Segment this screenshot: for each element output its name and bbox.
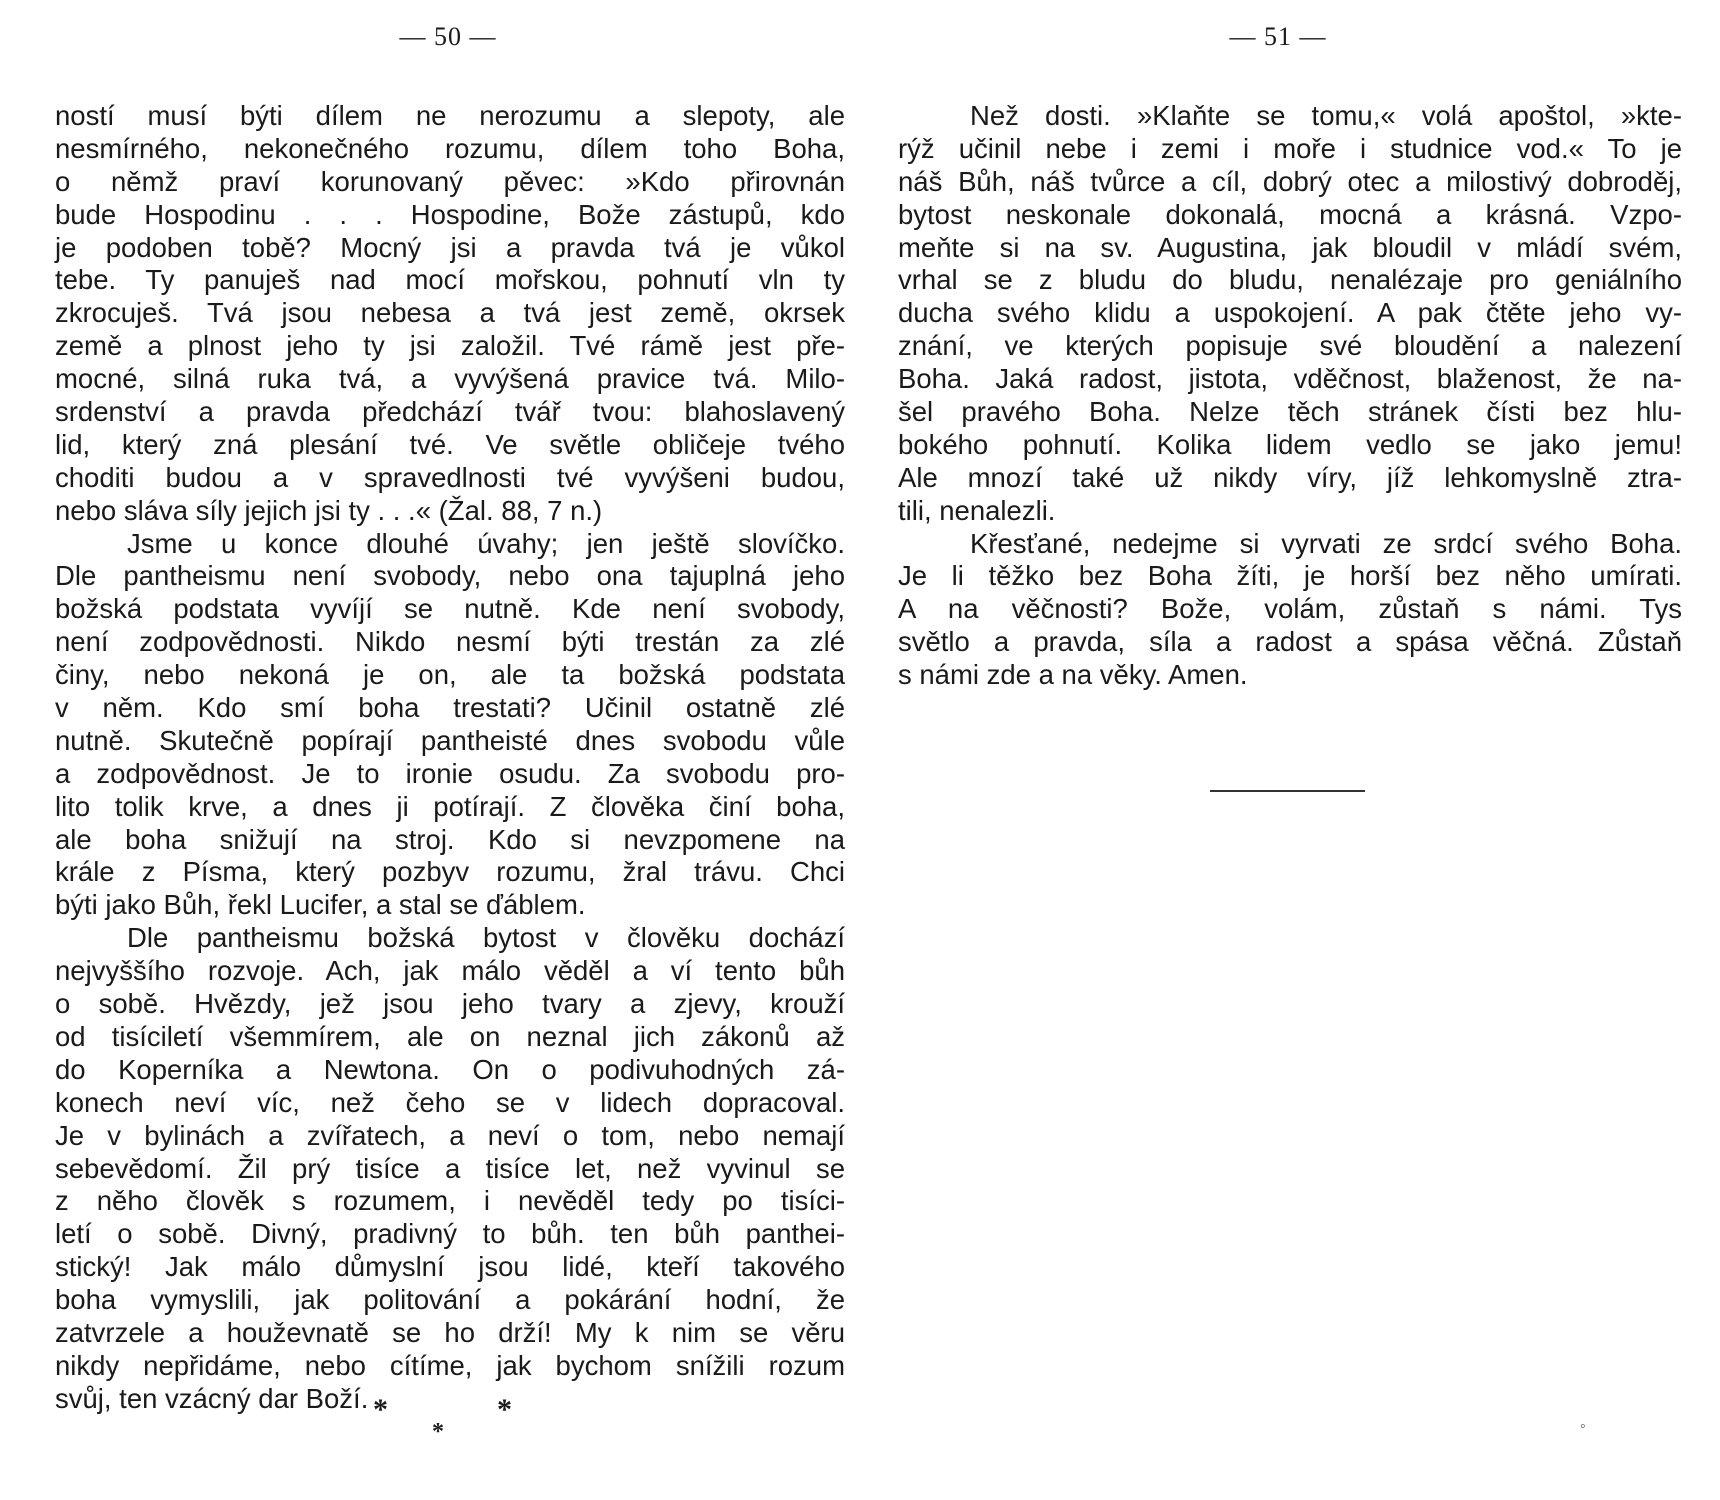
text-line: činy, nebo nekoná je on, ale ta božská podstata bbox=[55, 659, 845, 691]
text-line: Dle pantheismu není svobody, nebo ona tajuplná jeho bbox=[55, 560, 845, 592]
page-number: — 51 — bbox=[1229, 22, 1327, 51]
text-line: Ale mnozí také už nikdy víry, jíž lehkomyslně ztra- bbox=[898, 461, 1682, 493]
asterisk: * bbox=[373, 1393, 388, 1426]
text-line: do Koperníka a Newtona. On o podivuhodných zá- bbox=[55, 1053, 845, 1085]
section-break-asterisks bbox=[55, 1395, 845, 1455]
text-line: Křesťané, nedejme si vyrvati ze srdcí svého Boha. bbox=[970, 527, 1682, 559]
page-text bbox=[898, 100, 1682, 692]
text-line: božská podstata vyvíjí se nutně. Kde není svobody, bbox=[55, 593, 845, 625]
text-line: tili, nenalezli. bbox=[898, 494, 1056, 526]
text-line: s námi zde a na věky. Amen. bbox=[898, 659, 1248, 691]
page-text bbox=[55, 100, 845, 1416]
text-line: mocné, silná ruka tvá, a vyvýšená pravice tvá. Milo- bbox=[55, 363, 845, 395]
text-line: o sobě. Hvězdy, jež jsou jeho tvary a zjevy, krouží bbox=[55, 988, 845, 1020]
text-line: bytost neskonale dokonalá, mocná a krásná. Vzpo- bbox=[898, 198, 1682, 230]
text-line: tebe. Ty panuješ nad mocí mořskou, pohnutí vln ty bbox=[55, 264, 845, 296]
text-line: vrhal se z bludu do bludu, nenalézaje pro geniálního bbox=[898, 264, 1682, 296]
text-line: světlo a pravda, síla a radost a spása věčná. Zůstaň bbox=[898, 626, 1682, 658]
text-line: stický! Jak málo důmyslní jsou lidé, kteří takového bbox=[55, 1251, 845, 1283]
text-line: Je v bylinách a zvířatech, a neví o tom, nebo nemají bbox=[55, 1119, 845, 1151]
asterisk: * bbox=[432, 1419, 444, 1445]
text-line: býti jako Bůh, řekl Lucifer, a stal se ďáblem. bbox=[55, 889, 586, 921]
text-line: Je li těžko bez Boha žíti, je horší bez něho umírati. bbox=[898, 560, 1682, 592]
text-line: sebevědomí. Žil prý tisíce a tisíce let, než vyvinul se bbox=[55, 1152, 845, 1184]
text-line: ností musí býti dílem ne nerozumu a slepoty, ale bbox=[55, 100, 845, 131]
text-line: nejvyššího rozvoje. Ach, jak málo věděl a ví tento bůh bbox=[55, 955, 845, 987]
text-line: ducha svého klidu a uspokojení. A pak čtěte jeho vy- bbox=[898, 297, 1682, 329]
text-line: nikdy nepřidáme, nebo cítíme, jak bychom snížili rozum bbox=[55, 1349, 845, 1381]
text-line: letí o sobě. Divný, pradivný to bůh. ten bůh panthei- bbox=[55, 1218, 845, 1250]
text-line: nutně. Skutečně popírají pantheisté dnes svobodu vůle bbox=[55, 724, 845, 756]
text-line: z něho člověk s rozumem, i nevěděl tedy po tisíci- bbox=[55, 1185, 845, 1217]
end-rule bbox=[1210, 790, 1365, 792]
text-line: choditi budou a v spravedlnosti tvé vyvýšeni budou, bbox=[55, 461, 845, 493]
text-line: Dle pantheismu božská bytost v člověku dochází bbox=[127, 922, 845, 954]
text-line: ale boha snižují na stroj. Kdo si nevzpomene na bbox=[55, 823, 845, 855]
text-line: nebo sláva síly jejich jsi ty . . .« (Žal. 88, 7 n.) bbox=[55, 494, 603, 526]
text-line: v něm. Kdo smí boha trestati? Učinil ostatně zlé bbox=[55, 692, 845, 724]
text-line: nesmírného, nekonečného rozumu, dílem toho Boha, bbox=[55, 132, 845, 164]
page-number: — 50 — bbox=[399, 22, 497, 51]
left-page bbox=[55, 0, 845, 1500]
text-line: zkrocuješ. Tvá jsou nebesa a tvá jest země, okrsek bbox=[55, 297, 845, 329]
text-line: není zodpovědnosti. Nikdo nesmí býti trestán za zlé bbox=[55, 626, 845, 658]
text-line: lid, který zná plesání tvé. Ve světle obličeje tvého bbox=[55, 428, 845, 460]
text-line: je podoben tobě? Mocný jsi a pravda tvá je vůkol bbox=[55, 231, 845, 263]
text-line: lito tolik krve, a dnes ji potírají. Z člověka činí boha, bbox=[55, 790, 845, 822]
text-line: země a plnost jeho ty jsi založil. Tvé rámě jest pře- bbox=[55, 330, 845, 362]
text-line: šel pravého Boha. Nelze těch stránek čísti bez hlu- bbox=[898, 396, 1682, 428]
text-line: a zodpovědnost. Je to ironie osudu. Za svobodu pro- bbox=[55, 757, 845, 789]
text-line: srdenství a pravda předchází tvář tvou: blahoslavený bbox=[55, 396, 845, 428]
print-speck: ◦ bbox=[1580, 1418, 1586, 1435]
text-line: A na věčnosti? Bože, volám, zůstaň s námi. Tys bbox=[898, 593, 1682, 625]
text-line: konech neví víc, než čeho se v lidech dopracoval. bbox=[55, 1086, 845, 1118]
text-line: svůj, ten vzácný dar Boží. bbox=[55, 1382, 369, 1414]
text-line: zatvrzele a houževnatě se ho drží! My k nim se věru bbox=[55, 1316, 845, 1348]
text-line: Jsme u konce dlouhé úvahy; jen ještě slovíčko. bbox=[127, 527, 845, 559]
text-line: bokého pohnutí. Kolika lidem vedlo se jako jemu! bbox=[898, 428, 1682, 460]
asterisk: * bbox=[497, 1393, 512, 1426]
text-line: náš Bůh, náš tvůrce a cíl, dobrý otec a milostivý dobroděj, bbox=[898, 165, 1682, 197]
text-line: Než dosti. »Klaňte se tomu,« volá apoštol, »kte- bbox=[970, 100, 1682, 131]
text-line: boha vymyslili, jak politování a pokárání hodní, že bbox=[55, 1284, 845, 1316]
text-line: znání, ve kterých popisuje své bloudění a nalezení bbox=[898, 330, 1682, 362]
text-line: meňte si na sv. Augustina, jak bloudil v mládí svém, bbox=[898, 231, 1682, 263]
text-line: bude Hospodinu . . . Hospodine, Bože zástupů, kdo bbox=[55, 198, 845, 230]
text-line: Boha. Jaká radost, jistota, vděčnost, blaženost, že na- bbox=[898, 363, 1682, 395]
text-line: krále z Písma, který pozbyv rozumu, žral trávu. Chci bbox=[55, 856, 845, 888]
right-page bbox=[898, 0, 1682, 1500]
text-line: rýž učinil nebe i zemi i moře i studnice vod.« To je bbox=[898, 132, 1682, 164]
text-line: od tisíciletí všemmírem, ale on neznal jich zákonů až bbox=[55, 1020, 845, 1052]
text-line: o němž praví korunovaný pěvec: »Kdo přirovnán bbox=[55, 165, 845, 197]
